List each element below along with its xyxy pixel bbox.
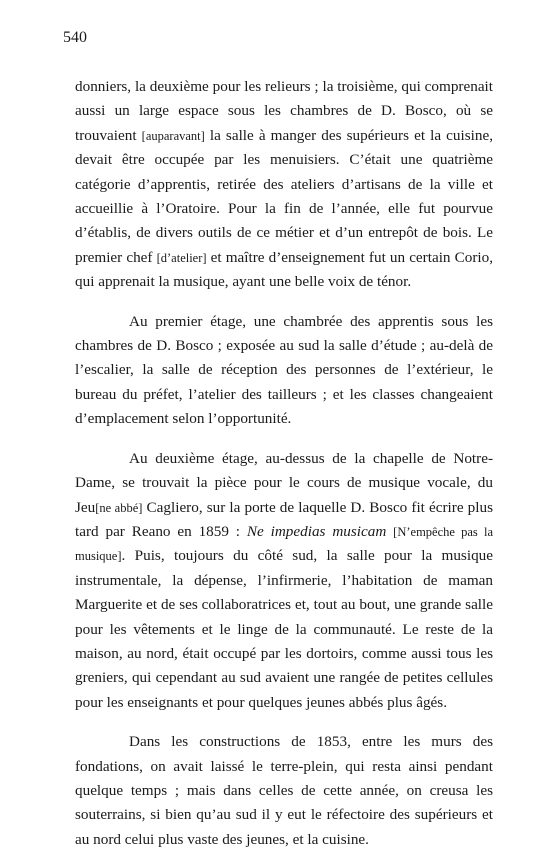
- text-segment: la salle à manger des supérieurs et la cuisine, devait être occupée par les menuisiers. C’était une quatrième catégorie d’apprentis, retirée des ateliers d’artisans de la ville et accueillie à l’Oratoire. Pour la fin de l’année, elle fut pourvue d’établis, de divers outils de ce métier et d’un entrepôt de bois. Le premier chef: [75, 126, 493, 266]
- text-segment: et maître d’enseignement fut un certain Corio, qui apprenait la musique, ayant une belle voix de ténor.: [75, 248, 494, 291]
- text-segment: Au deuxième étage, au-dessus de la chapelle de Notre-Dame, se trouvait la pièce pour le cours de musique vocale, du Jeu: [75, 449, 493, 516]
- paragraph-1: [75, 75, 493, 295]
- paragraph-2: [75, 310, 493, 432]
- page-text: [75, 75, 493, 852]
- editorial-note: [ne abbé]: [95, 500, 143, 515]
- text-segment: Au premier étage, une chambrée des apprentis sous les chambres de D. Bosco ; exposée au sud la salle d’étude ; au-delà de l’escalier, la salle de réception des personnes de l’extérieur, le bureau du préfet, l’atelier des tailleurs ; et les classes changeaient d’emplacement selon l’opportunité.: [75, 312, 493, 428]
- text-segment: . Puis, toujours du côté sud, la salle pour la musique instrumentale, la dépense, l’infirmerie, l’habitation de maman Marguerite et de ses collaboratrices et, tout au bout, une grande salle pour les vêtements et le linge de la communauté. Le reste de la maison, au nord, était occupé par les dortoirs, comme aussi tous les greniers, qui cependant au sud avaient une rangée de petites cellules pour les enseignants et pour quelques jeunes abbés plus âgés.: [75, 547, 493, 711]
- latin-quote: Ne impedias musicam: [246, 522, 387, 540]
- text-segment: donniers, la deuxième pour les relieurs ; la troisième, qui comprenait aussi un large espace sous les chambres de D. Bosco, où se trouvaient: [75, 78, 493, 144]
- editorial-note: [d’atelier]: [156, 250, 207, 265]
- page-number: 540: [63, 29, 87, 46]
- editorial-note: [auparavant]: [141, 128, 205, 143]
- paragraph-4: [75, 730, 493, 852]
- text-segment: Dans les constructions de 1853, entre les murs des fondations, on avait laissé le terre-plein, qui resta ainsi pendant quelque temps ; mais dans celles de cette année, on creusa les souterrains, si bien qu’au sud il y eut le réfectoire des supérieurs et au nord celui plus vaste des jeunes, et la cuisine.: [75, 733, 493, 848]
- paragraph-3: [75, 447, 493, 715]
- editorial-note: [N’empêche pas la musique]: [75, 524, 493, 564]
- text-segment: Cagliero, sur la porte de laquelle D. Bosco fit écrire plus tard par Reano en 1859 :: [75, 498, 493, 540]
